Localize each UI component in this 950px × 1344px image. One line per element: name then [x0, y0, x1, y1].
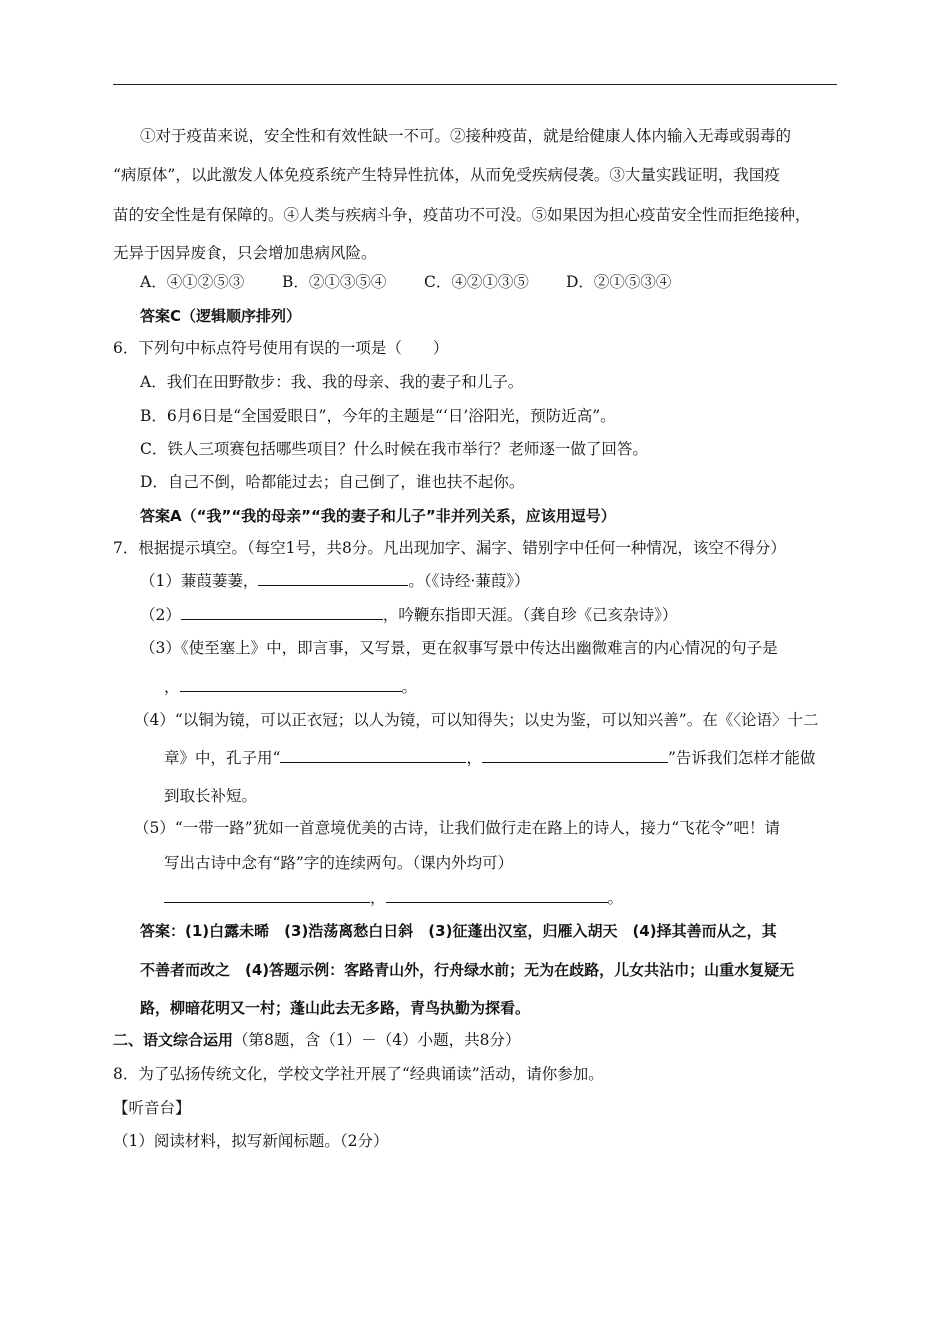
q7-item-1: （1）蒹葭萋萋， 。（《诗经·蒹葭》）: [140, 572, 530, 590]
passage-line-2: “病原体”，以此激发人体免疫系统产生特异性抗体，从而免受疾病侵袭。③大量实践证明，我国疫: [113, 166, 780, 184]
fill-blank-3[interactable]: [180, 677, 402, 692]
q7-stem: 7．根据提示填空。（每空1号，共8分。凡出现加字、漏字、错别字中任何一种情况，该空不得分）: [113, 539, 786, 557]
q6-option-c: C．铁人三项赛包括哪些项目？什么时候在我市举行？老师逐一做了回答。: [140, 440, 648, 458]
section-2-title: 二、语文综合运用: [113, 1031, 234, 1049]
q5-option-a: A．④①②⑤③: [140, 273, 245, 291]
fill-blank-4a[interactable]: [280, 748, 466, 763]
fill-blank-1[interactable]: [258, 571, 408, 586]
fill-blank-5b[interactable]: [386, 888, 608, 903]
q6-option-a: A．我们在田野散步：我、我的母亲、我的妻子和儿子。: [140, 373, 524, 391]
q6-answer: 答案A（“我”“我的母亲”“我的妻子和儿子”非并列关系，应该用逗号）: [140, 507, 616, 525]
fill-blank-2[interactable]: [181, 605, 383, 620]
q5-answer: 答案C（逻辑顺序排列）: [140, 307, 302, 325]
passage-line-3: 苗的安全性是有保障的。④人类与疾病斗争，疫苗功不可没。⑤如果因为担心疫苗安全性而拒绝接种，: [113, 206, 811, 224]
section-2-heading: [113, 1030, 520, 1050]
q8-sub-1: （1）阅读材料，拟写新闻标题。（2分）: [113, 1132, 389, 1150]
q6-option-b: B．6月6日是“全国爱眼日”，今年的主题是“‘日’浴阳光，预防近高”。: [140, 407, 616, 425]
q7-answer-line-1: 答案：(1)白露未晞 (3)浩荡离愁白日斜 (3)征蓬出汉室，归雁入胡天 (4)择其善而从之，其: [140, 922, 777, 940]
q7-item-4-blank-line: 章》中，孔子用“ ， ”告诉我们怎样才能做: [164, 749, 816, 767]
fill-blank-4b[interactable]: [482, 748, 668, 763]
q7-item-4: （4）“以铜为镜，可以正衣冠；以人为镜，可以知得失；以史为鉴，可以知兴善”。在《〈论语〉十二: [134, 711, 819, 729]
q5-option-d: D．②①⑤③④: [566, 273, 672, 291]
q8-heading: 【听音台】: [113, 1099, 191, 1117]
q7-item-5-line2: 写出古诗中念有“路”字的连续两句。（课内外均可）: [164, 854, 514, 872]
header-rule: [113, 84, 837, 85]
q7-item-3: （3）《使至塞上》中，即言事，又写景，更在叙事写景中传达出幽微难言的内心情况的句子是: [140, 639, 778, 657]
q5-option-b: B．②①③⑤④: [282, 273, 387, 291]
q7-item-5-blank-line: ， 。: [164, 888, 623, 908]
fill-blank-5a[interactable]: [164, 888, 370, 903]
q7-answer-line-3: 路，柳暗花明又一村；蓬山此去无多路，青鸟执勤为探看。: [140, 999, 531, 1017]
q7-item-4-end: 到取长补短。: [164, 787, 258, 805]
q6-stem: 6．下列句中标点符号使用有误的一项是（ ）: [113, 339, 449, 357]
q8-stem: 8．为了弘扬传统文化，学校文学社开展了“经典诵读”活动，请你参加。: [113, 1065, 604, 1083]
passage-line-1: ①对于疫苗来说，安全性和有效性缺一不可。②接种疫苗，就是给健康人体内输入无毒或弱毒的: [140, 127, 792, 145]
q5-option-c: C．④②①③⑤: [424, 273, 529, 291]
q7-answer-line-2: 不善者而改之 (4)答题示例：客路青山外，行舟绿水前；无为在歧路，儿女共沾巾；山重水复疑无: [140, 961, 795, 979]
q6-option-d: D．自己不倒，哈都能过去；自己倒了，谁也扶不起你。: [140, 473, 525, 491]
q7-item-3-blank-line: ， 。: [164, 678, 418, 696]
section-2-note: （第8题，含（1）－（4）小题，共8分）: [233, 1031, 521, 1049]
q7-item-2: （2） ，吟鞭东指即天涯。（龚自珍《己亥杂诗》）: [140, 606, 678, 624]
q7-item-5: （5）“一带一路”犹如一首意境优美的古诗，让我们做行走在路上的诗人，接力“飞花令”吧！请: [134, 819, 781, 837]
passage-line-4: 无异于因异废食，只会增加患病风险。: [113, 244, 377, 262]
